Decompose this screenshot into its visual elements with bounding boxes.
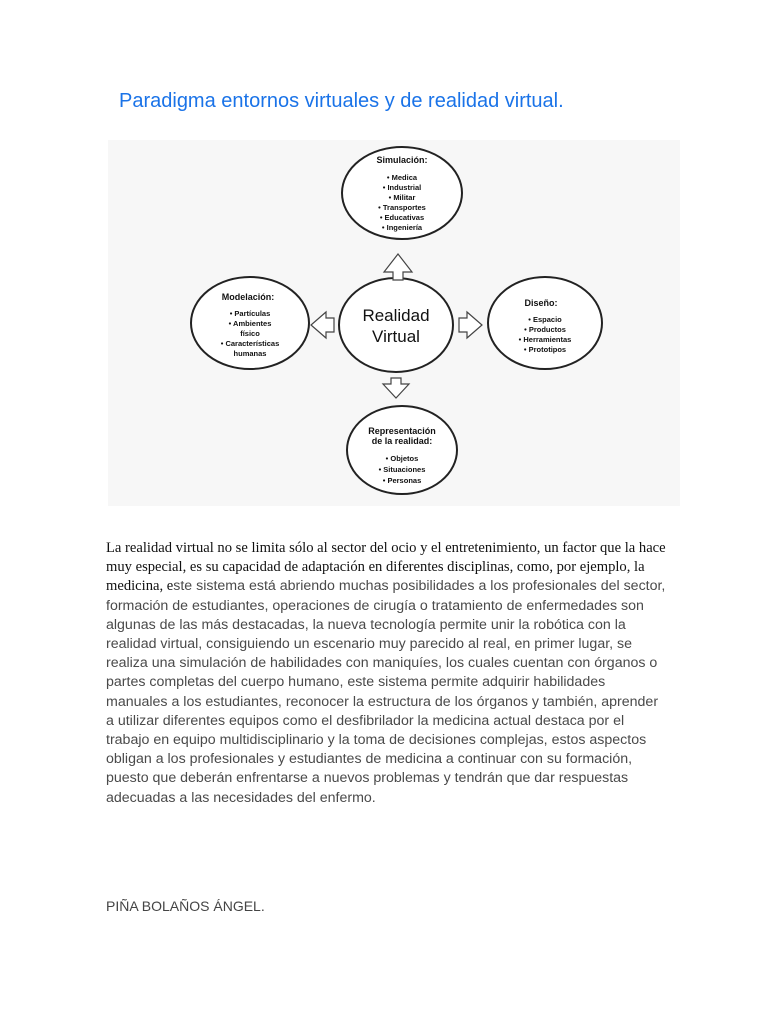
diagram-figure <box>108 140 680 506</box>
top-node-item: • Transportes <box>378 203 426 212</box>
arrow-right-icon <box>459 312 482 338</box>
page-title: Paradigma entornos virtuales y de realidad virtual. <box>119 90 564 112</box>
body-text-sans: ste sistema está abriendo muchas posibilidades a los profesionales del sector, formación de estudiantes, operaciones de cirugía o tratamiento de enfermedades son algunas de las más destacadas, la nueva tecnología permite unir la robótica con la realidad virtual, consiguiendo un escenario muy parecido al real, en primer lugar, se realiza una simulación de habilidades con maniquíes, los cuales cuentan con órganos o partes completas del cuerpo humano, este sistema permite adquirir habilidades manuales a los estudiantes, reconocer la estructura de los órganos y también, aprender a utilizar diferentes equipos como el desfibrilador la medicina actual destaca por el trabajo en equipo multidisciplinario y la toma de decisiones complejas, estos aspectos obligan a los profesionales y estudiantes de medicina a continuar con su formación, puesto que deberán enfrentarse a nuevos problemas y tendrán que dar respuestas adecuadas a las necesidades del enfermo. <box>106 578 666 806</box>
top-node-item: • Industrial <box>382 183 422 192</box>
left-node-item: • Partículas <box>229 309 271 318</box>
top-node-item: • Educativas <box>379 213 425 222</box>
arrow-left-icon <box>311 312 334 338</box>
body-text-serif: La realidad virtual no se limita sólo al sector del ocio y el entretenimiento, un factor que la hace muy especial, es su capacidad de adaptación en diferentes disciplinas, como, por ejemplo, la medicina, e <box>106 540 666 595</box>
top-node-item: • Militar <box>388 193 416 202</box>
right-node-title: Diseño: <box>524 298 558 308</box>
arrow-down-icon <box>383 378 409 398</box>
center-node <box>339 278 453 372</box>
author-name: PIÑA BOLAÑOS ÁNGEL. <box>106 898 265 914</box>
center-label-line2: Virtual <box>372 327 420 346</box>
top-node-item: • Ingeniería <box>381 223 423 232</box>
left-node-item: humanas <box>233 349 267 358</box>
bottom-node-item: • Objetos <box>385 454 419 463</box>
bottom-node-item: • Personas <box>382 476 422 485</box>
right-node-item: • Espacio <box>528 315 562 324</box>
left-node-item: • Ambientes <box>228 319 272 328</box>
body-paragraph <box>106 539 666 808</box>
right-node-item: • Herramientas <box>518 335 572 344</box>
center-label-line1: Realidad <box>362 306 430 325</box>
left-node-item: • Características <box>220 339 280 348</box>
bottom-node-item: • Situaciones <box>378 465 426 474</box>
right-node-item: • Prototipos <box>523 345 567 354</box>
bottom-node-title-line2: de la realidad: <box>371 436 433 446</box>
top-node-item: • Medica <box>386 173 418 182</box>
bottom-node-title-line1: Representación <box>368 426 436 436</box>
arrow-up-icon <box>384 254 412 280</box>
top-node-title: Simulación: <box>376 155 428 165</box>
right-node-item: • Productos <box>524 325 566 334</box>
left-node-title: Modelación: <box>221 292 275 302</box>
left-node-item: físico <box>240 329 260 338</box>
